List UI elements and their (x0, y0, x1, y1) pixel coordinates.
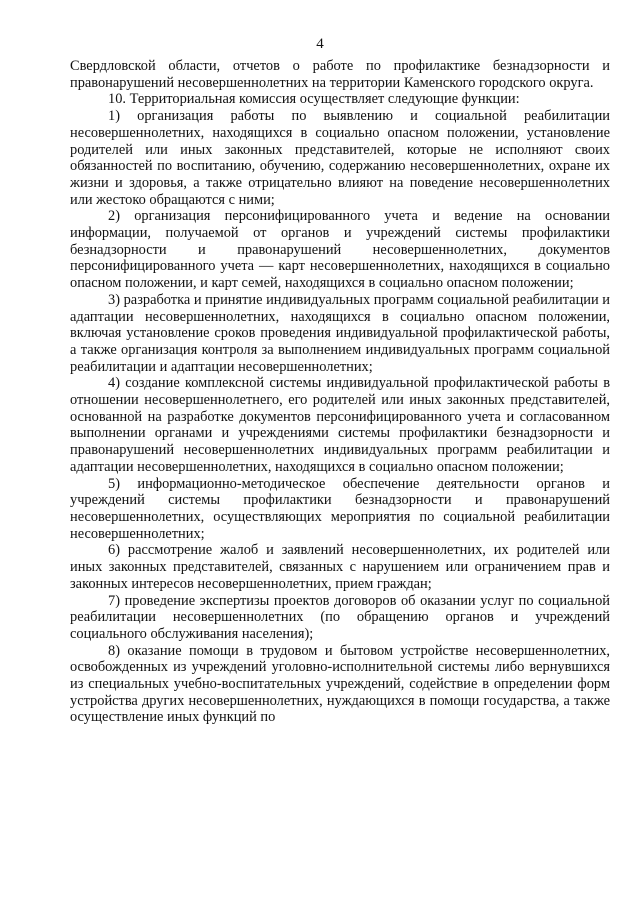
paragraph-function-2: 2) организация персонифицированного учета и ведение на основании информации, получаемой от органов и учреждений системы профилактики безнадзорности и правонарушений несовершеннолетних, документов персонифицированного учета — карт несовершеннолетних, находящихся в социально опасном положении, и карт семей, находящихся в социально опасном положении; (70, 208, 610, 292)
page-number: 4 (316, 36, 324, 52)
document-body (70, 58, 610, 726)
paragraph-function-4: 4) создание комплексной системы индивидуальной профилактической работы в отношении несовершеннолетнего, его родителей или иных законных представителей, основанной на разработке документов персонифицированного учета и согласованном выполнении органами и учреждениями системы профилактики безнадзорности и правонарушений несовершеннолетних индивидуальных программ реабилитации и адаптации несовершеннолетних, находящихся в социально опасном положении; (70, 375, 610, 475)
paragraph-function-8: 8) оказание помощи в трудовом и бытовом устройстве несовершеннолетних, освобожденных из учреждений уголовно-исполнительной системы либо вернувшихся из специальных учебно-воспитательных учреждений, содействие в определении форм устройства других несовершеннолетних, нуждающихся в помощи государства, а также осуществление иных функций по (70, 642, 610, 726)
paragraph-function-3: 3) разработка и принятие индивидуальных программ социальной реабилитации и адаптации несовершеннолетних, находящихся в социально опасном положении, включая установление сроков проведения индивидуальной профилактической работы, а также организация контроля за выполнением индивидуальных программ социальной реабилитации и адаптации несовершеннолетних; (70, 291, 610, 375)
paragraph-function-6: 6) рассмотрение жалоб и заявлений несовершеннолетних, их родителей или иных законных представителей, связанных с нарушением или ограничением прав и законных интересов несовершеннолетних, прием граждан; (70, 542, 610, 592)
paragraph-section-10-intro: 10. Территориальная комиссия осуществляет следующие функции: (108, 91, 520, 108)
paragraph-function-1: 1) организация работы по выявлению и социальной реабилитации несовершеннолетних, находящихся в социально опасном положении, установление родителей или иных законных представителей, которые не исполняют своих обязанностей по воспитанию, обучению, содержанию несовершеннолетних, охране их жизни и здоровья, а также отрицательно влияют на поведение несовершеннолетних или жестоко обращаются с ними; (70, 108, 610, 208)
paragraph-function-5: 5) информационно-методическое обеспечение деятельности органов и учреждений системы профилактики безнадзорности и правонарушений несовершеннолетних, осуществляющих мероприятия по социальной реабилитации несовершеннолетних; (70, 475, 610, 542)
paragraph-function-7: 7) проведение экспертизы проектов договоров об оказании услуг по социальной реабилитации несовершеннолетних (по обращению органов и учреждений социального обслуживания населения); (70, 592, 610, 642)
paragraph-continuation: Свердловской области, отчетов о работе по профилактике безнадзорности и правонарушений несовершеннолетних на территории Каменского городского округа. (70, 58, 610, 91)
